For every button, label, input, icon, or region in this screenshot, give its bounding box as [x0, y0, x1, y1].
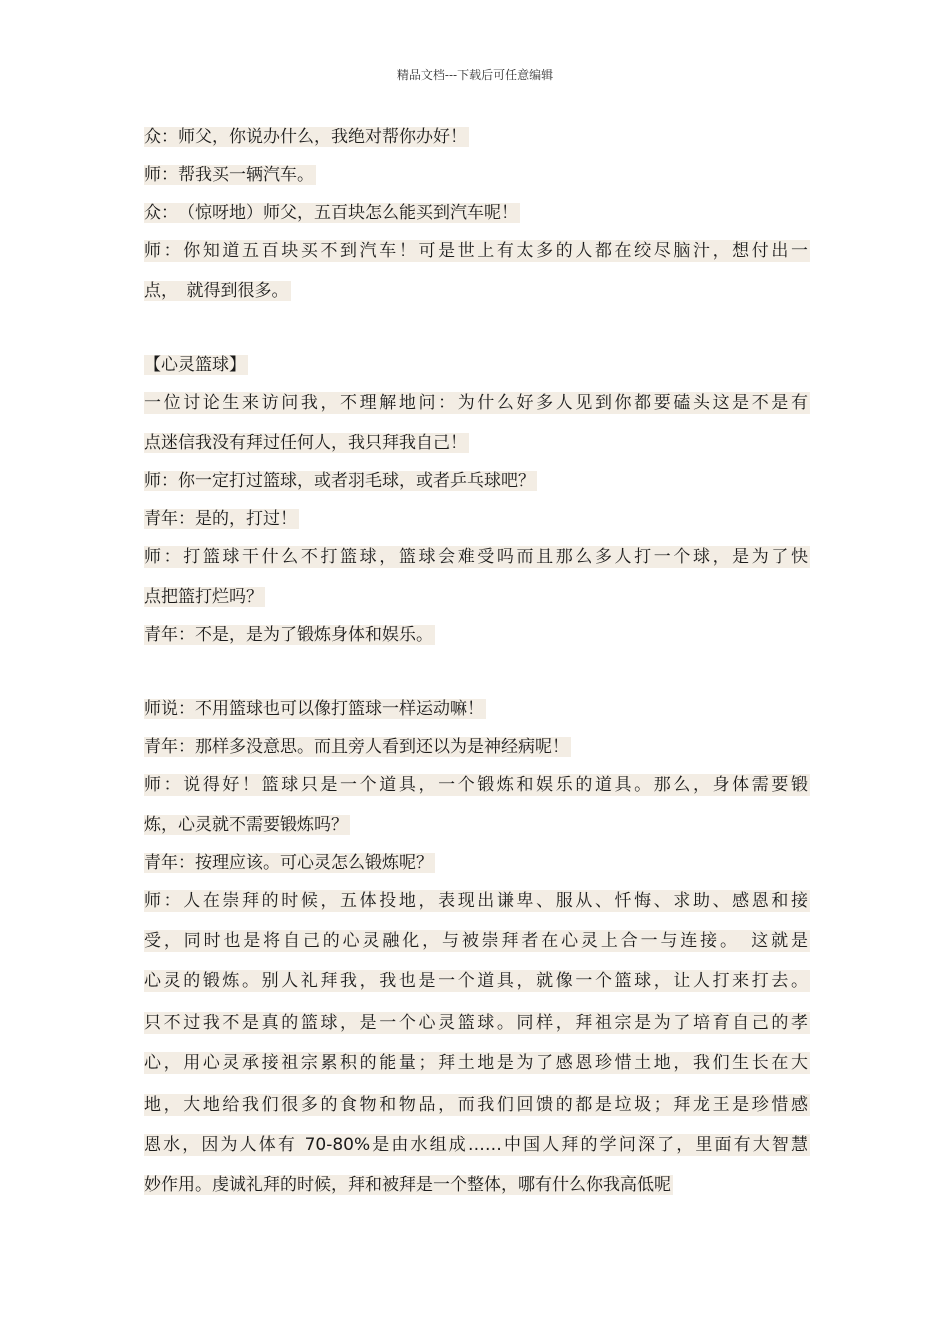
text-line	[144, 890, 810, 912]
text-line	[144, 698, 486, 720]
text-line	[144, 354, 248, 376]
text-line-content: 【心灵篮球】	[144, 355, 246, 375]
text-line	[144, 164, 316, 186]
text-line-content: 师：打篮球干什么不打篮球，篮球会难受吗而且那么多人打一个球，是为了快	[144, 547, 808, 567]
text-line-content: 师：帮我买一辆汽车。	[144, 165, 314, 185]
text-line	[144, 1052, 810, 1074]
text-line-content: 恩水，因为人体有 70-80%是由水组成……中国人拜的学问深了，里面有大智慧	[144, 1135, 808, 1155]
text-line-content: 地，大地给我们很多的食物和物品，而我们回馈的都是垃圾；拜龙王是珍惜感	[144, 1095, 808, 1115]
text-line-content: 青年：是的，打过！	[144, 509, 297, 529]
text-line	[144, 774, 810, 796]
text-line-content: 师：人在崇拜的时候，五体投地，表现出谦卑、服从、忏悔、求助、感恩和接	[144, 891, 808, 911]
text-line	[144, 586, 265, 608]
text-line	[144, 432, 469, 454]
text-line	[144, 470, 537, 492]
text-line	[144, 392, 810, 414]
text-line	[144, 736, 571, 758]
text-line-content: 炼，心灵就不需要锻炼吗？	[144, 815, 348, 835]
text-line-content: 心灵的锻炼。别人礼拜我，我也是一个道具，就像一个篮球，让人打来打去。	[144, 971, 808, 991]
text-line	[144, 852, 435, 874]
text-line-content: 师：你知道五百块买不到汽车！可是世上有太多的人都在绞尽脑汁，想付出一	[144, 241, 808, 261]
text-line	[144, 126, 469, 148]
text-line-content: 师：说得好！篮球只是一个道具，一个锻炼和娱乐的道具。那么，身体需要锻	[144, 775, 808, 795]
page-header: 精品文档---下载后可任意编辑	[396, 68, 554, 82]
text-line	[144, 1134, 810, 1156]
text-line-content: 青年：那样多没意思。而且旁人看到还以为是神经病呢！	[144, 737, 569, 757]
text-line-content: 妙作用。虔诚礼拜的时候，拜和被拜是一个整体，哪有什么你我高低呢	[144, 1175, 671, 1195]
text-line	[144, 546, 810, 568]
text-line	[144, 508, 299, 530]
text-line-content: 师：你一定打过篮球，或者羽毛球，或者乒乓球吧？	[144, 471, 535, 491]
text-line	[144, 814, 350, 836]
text-line	[144, 624, 435, 646]
text-line	[144, 1174, 673, 1196]
text-line-content: 只不过我不是真的篮球，是一个心灵篮球。同样，拜祖宗是为了培育自己的孝	[144, 1013, 808, 1033]
text-line	[144, 202, 520, 224]
text-line-content: 青年：按理应该。可心灵怎么锻炼呢？	[144, 853, 433, 873]
text-line	[144, 970, 810, 992]
text-line-content: 师说：不用篮球也可以像打篮球一样运动嘛！	[144, 699, 484, 719]
text-line-content: 心，用心灵承接祖宗累积的能量；拜土地是为了感恩珍惜土地，我们生长在大	[144, 1053, 808, 1073]
text-line	[144, 1094, 810, 1116]
text-line	[144, 280, 291, 302]
text-line-content: 点迷信我没有拜过任何人，我只拜我自己！	[144, 433, 467, 453]
text-line-content: 一位讨论生来访问我，不理解地问：为什么好多人见到你都要磕头这是不是有	[144, 393, 808, 413]
text-line-content: 受，同时也是将自己的心灵融化，与被崇拜者在心灵上合一与连接。 这就是	[144, 931, 808, 951]
text-line	[144, 240, 810, 262]
text-line-content: 点把篮打烂吗？	[144, 587, 263, 607]
text-line	[144, 1012, 810, 1034]
text-line	[144, 930, 810, 952]
text-line-content: 青年：不是，是为了锻炼身体和娱乐。	[144, 625, 433, 645]
text-line-content: 众：师父，你说办什么，我绝对帮你办好！	[144, 127, 467, 147]
text-line-content: 众： （惊呀地）师父，五百块怎么能买到汽车呢！	[144, 203, 518, 223]
text-line-content: 点， 就得到很多。	[144, 281, 289, 301]
